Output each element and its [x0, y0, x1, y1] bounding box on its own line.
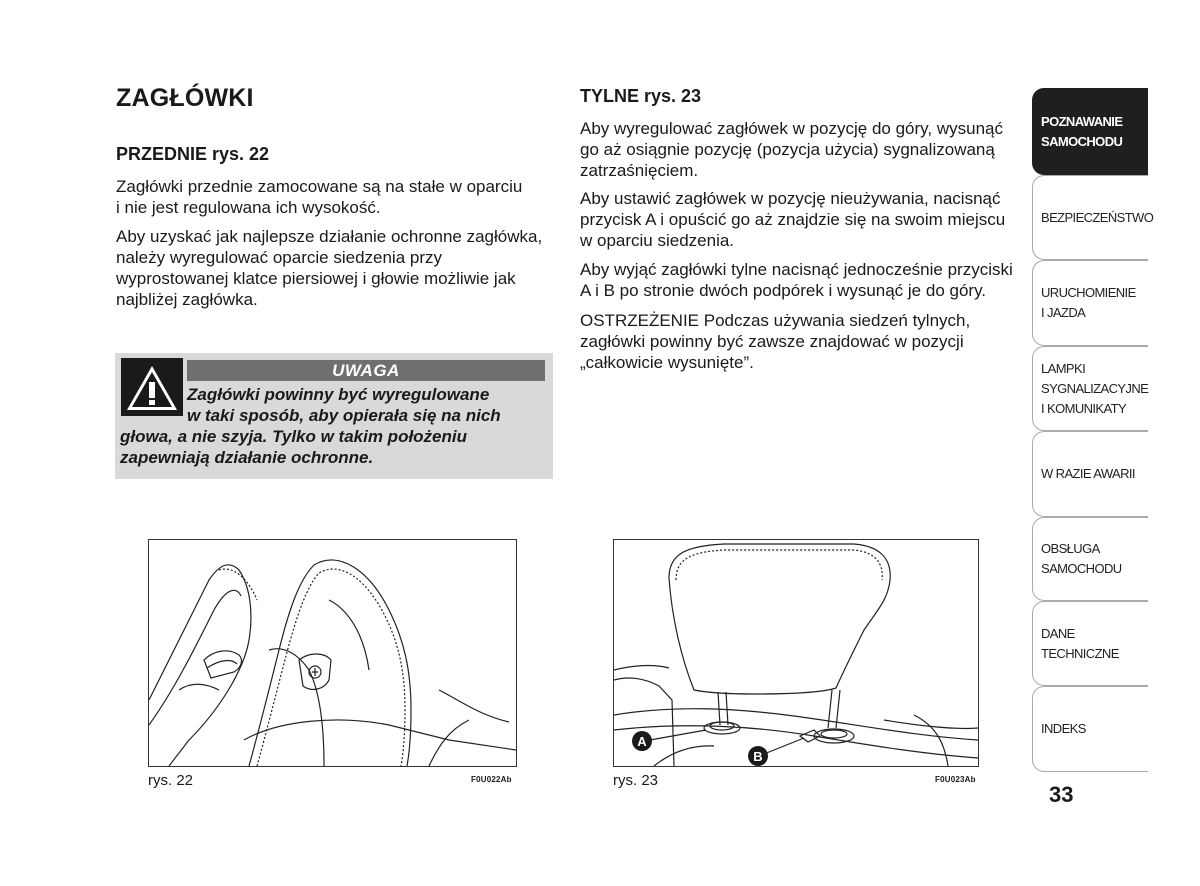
tab-label: BEZPIECZEŃSTWO	[1041, 209, 1154, 225]
text-line: Aby wyjąć zagłówki tylne nacisnąć jednocześnie przyciski	[580, 260, 1013, 279]
rear-paragraph-1	[580, 118, 1003, 181]
text-line: należy wyregulować oparcie siedzenia przy	[116, 248, 442, 267]
warning-line-2: w taki sposób, aby opierała się na nich	[187, 406, 501, 425]
text-line: wyprostowanej klatce piersiowej i głowie możliwie jak	[116, 269, 516, 288]
label-b-text: B	[753, 749, 763, 764]
front-headrest-illustration	[149, 540, 516, 766]
text-line: przycisk A i opuścić go aż znajdzie się na swoim miejscu	[580, 210, 1006, 229]
tab-label: DANE	[1041, 625, 1075, 641]
figure-22-code: F0U022Ab	[471, 775, 512, 784]
warning-line-4: zapewniają działanie ochronne.	[120, 448, 374, 467]
tab-lampki-sygnalizacyjne[interactable]	[1032, 346, 1148, 431]
rear-paragraph-2	[580, 188, 1005, 251]
tab-dane-techniczne[interactable]	[1032, 601, 1148, 686]
warning-header: UWAGA	[187, 360, 545, 381]
tab-label: W RAZIE AWARII	[1041, 466, 1135, 481]
tab-label: INDEKS	[1041, 721, 1086, 736]
tab-obsluga-samochodu[interactable]	[1032, 517, 1148, 601]
tab-label: I JAZDA	[1041, 305, 1086, 320]
text-line: zagłówki powinny być zawsze znajdować w pozycji	[580, 332, 964, 351]
rear-headrest-illustration	[614, 540, 978, 766]
front-headrests-subtitle: PRZEDNIE rys. 22	[116, 144, 270, 164]
tab-w-razie-awarii[interactable]	[1032, 431, 1148, 517]
text-line: A i B po stronie dwóch podpórek i wysunąć je do góry.	[580, 281, 987, 300]
tab-label: SYGNALIZACYJNE	[1041, 380, 1149, 396]
text-line: „całkowicie wysunięte”.	[580, 353, 754, 372]
tab-label: OBSŁUGA	[1041, 541, 1100, 556]
front-paragraph-1	[116, 176, 522, 218]
text-line: Aby wyregulować zagłówek w pozycję do góry, wysunąć	[580, 119, 1003, 138]
tab-uruchomienie-i-jazda[interactable]	[1032, 260, 1148, 346]
tab-poznawanie-samochodu[interactable]	[1032, 88, 1148, 175]
rear-headrests-subtitle: TYLNE rys. 23	[580, 86, 702, 106]
figure-22-caption: rys. 22	[148, 772, 194, 789]
tab-label: POZNAWANIE	[1041, 113, 1123, 129]
tab-label: SAMOCHODU	[1041, 133, 1123, 149]
figure-23-rear-headrest	[613, 539, 979, 767]
tab-label: SAMOCHODU	[1041, 561, 1122, 576]
rear-paragraph-4	[580, 310, 970, 373]
text-line: Aby ustawić zagłówek w pozycję nieużywania, nacisnąć	[580, 189, 1001, 208]
warning-line-3: głowa, a nie szyja. Tylko w takim położeniu	[120, 427, 468, 446]
tab-bezpieczenstwo[interactable]	[1032, 175, 1154, 260]
tab-indeks[interactable]	[1032, 686, 1148, 772]
text-line: w oparciu siedzenia.	[580, 231, 735, 250]
text-line: i nie jest regulowana ich wysokość.	[116, 198, 381, 217]
text-line: go aż osiągnie pozycję (pozycja użycia) sygnalizowaną	[580, 140, 995, 159]
front-paragraph-2	[116, 226, 542, 310]
text-line: najbliżej zagłówka.	[116, 290, 258, 309]
text-line: Zagłówki przednie zamocowane są na stałe w oparciu	[116, 177, 523, 196]
figure-23-code: F0U023Ab	[935, 775, 976, 784]
page-number: 33	[1049, 782, 1074, 807]
rear-paragraph-3	[580, 259, 1013, 301]
warning-box	[115, 353, 553, 479]
label-a-text: A	[637, 734, 647, 749]
text-line: OSTRZEŻENIE Podczas używania siedzeń tylnych,	[580, 311, 971, 330]
tab-label: LAMPKI	[1041, 360, 1086, 376]
warning-line-1: Zagłówki powinny być wyregulowane	[187, 385, 490, 404]
tab-label: I KOMUNIKATY	[1041, 400, 1127, 416]
warning-icon	[121, 358, 183, 416]
section-title: ZAGŁÓWKI	[116, 84, 254, 112]
figure-23-caption: rys. 23	[613, 772, 659, 789]
text-line: zatrzaśnięciem.	[580, 161, 699, 180]
figure-22-front-headrest	[148, 539, 517, 767]
tab-label: TECHNICZNE	[1041, 645, 1119, 661]
tab-label: URUCHOMIENIE	[1041, 285, 1136, 300]
text-line: Aby uzyskać jak najlepsze działanie ochronne zagłówka,	[116, 227, 543, 246]
